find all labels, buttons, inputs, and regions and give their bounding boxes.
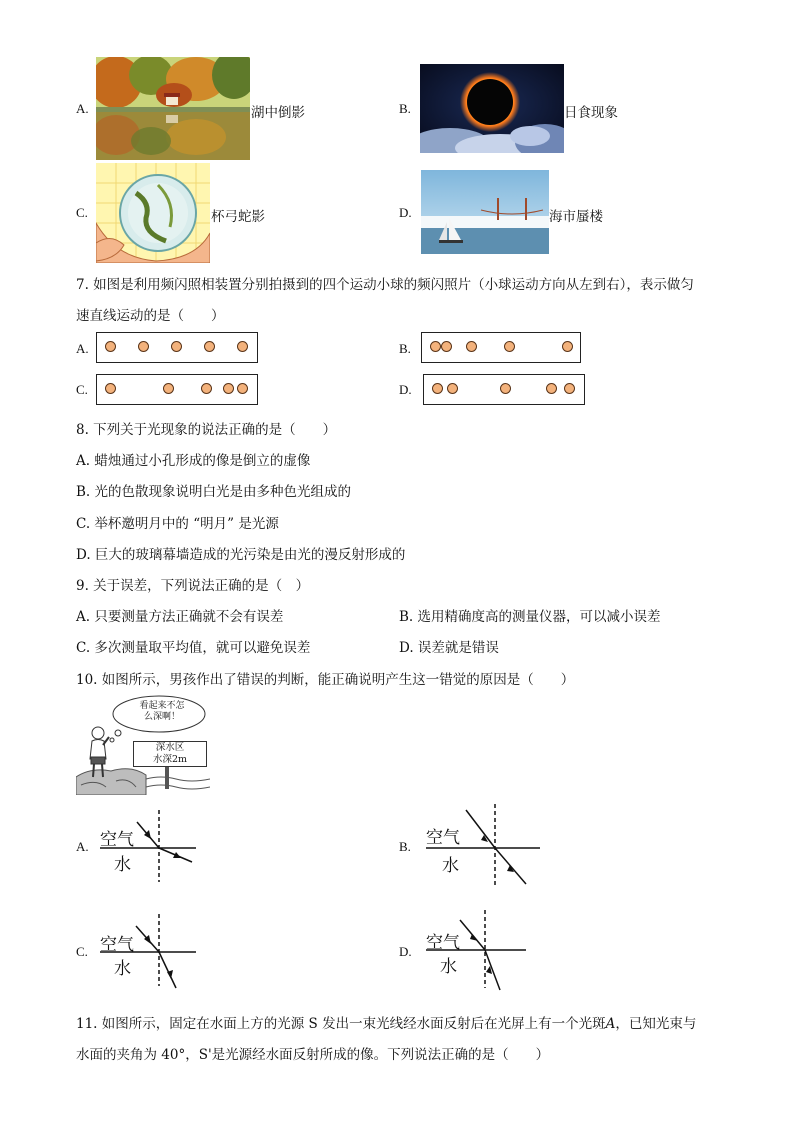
- strobe-ball: [562, 341, 573, 352]
- strobe-ball: [430, 341, 441, 352]
- strobe-ball: [201, 383, 212, 394]
- q10-option-c-refraction-diagram: [96, 912, 206, 992]
- q6-option-c-caption: 杯弓蛇影: [211, 209, 265, 225]
- q11-stem-line1-part1: 11. 如图所示，固定在水面上方的光源 S 发出一束光线经水面反射后在光屏上有一个光斑: [76, 1016, 606, 1032]
- q9-stem: 9. 关于误差，下列说法正确的是（ ）: [76, 578, 310, 594]
- q7-option-d-strobe-frame: [423, 374, 585, 405]
- strobe-ball: [105, 383, 116, 394]
- q10-option-d-refraction-diagram: [422, 908, 532, 994]
- thought-bubble-line2: 么深啊！: [143, 712, 180, 722]
- q8-option-b: B. 光的色散现象说明白光是由多种色光组成的: [76, 484, 352, 500]
- q10-option-a-letter: A.: [76, 839, 89, 854]
- q8-stem: 8. 下列关于光现象的说法正确的是（ ）: [76, 422, 337, 438]
- strobe-ball: [105, 341, 116, 352]
- q8-option-c: C. 举杯邀明月中的 “明月” 是光源: [76, 516, 279, 532]
- water-label: 水: [114, 855, 131, 875]
- q7-option-c-letter: C.: [76, 382, 88, 397]
- boy-at-pool-illustration: [76, 695, 210, 795]
- q11-stem-line1: [76, 1012, 696, 1032]
- strobe-ball: [163, 383, 174, 394]
- strobe-ball: [138, 341, 149, 352]
- deep-water-sign-line1: 深水区: [155, 742, 185, 753]
- q9-option-b: B. 选用精确度高的测量仪器，可以减小误差: [399, 609, 661, 625]
- q9-option-a: A. 只要测量方法正确就不会有误差: [76, 609, 284, 625]
- water-label: 水: [440, 957, 457, 977]
- q10-option-c-letter: C.: [76, 944, 88, 959]
- q6-option-d-letter: D.: [399, 205, 412, 220]
- strobe-ball: [237, 383, 248, 394]
- strobe-ball: [441, 341, 452, 352]
- bow-in-cup-illustration: [96, 163, 210, 263]
- air-label: 空气: [426, 828, 460, 848]
- strobe-ball: [237, 341, 248, 352]
- q7-stem-line2: 速直线运动的是（ ）: [76, 308, 225, 324]
- strobe-ball: [432, 383, 443, 394]
- thought-bubble-line1: 看起来不怎: [139, 701, 185, 711]
- q10-option-b-refraction-diagram: [422, 802, 542, 894]
- q8-option-d: D. 巨大的玻璃幕墙造成的光污染是由光的漫反射形成的: [76, 547, 406, 563]
- q6-option-c-letter: C.: [76, 205, 88, 220]
- q11-stem-line2: 水面的夹角为 40°，S'是光源经水面反射所成的像。下列说法正确的是（ ）: [76, 1047, 550, 1063]
- strobe-ball: [223, 383, 234, 394]
- strobe-ball: [204, 341, 215, 352]
- air-label: 空气: [426, 933, 460, 953]
- q9-option-d: D. 误差就是错误: [399, 640, 499, 656]
- strobe-ball: [500, 383, 511, 394]
- air-label: 空气: [100, 830, 134, 850]
- deep-water-sign-line2: 水深2m: [152, 754, 188, 765]
- q6-option-a-caption: 湖中倒影: [251, 105, 305, 121]
- q6-option-b-letter: B.: [399, 101, 411, 116]
- water-label: 水: [114, 959, 131, 979]
- q10-option-d-letter: D.: [399, 944, 412, 959]
- q11-stem-line1-part2: ，已知光束与: [615, 1016, 697, 1032]
- water-label: 水: [442, 856, 459, 876]
- q9-option-c: C. 多次测量取平均值，就可以避免误差: [76, 640, 311, 656]
- q10-option-a-refraction-diagram: [96, 808, 206, 888]
- strobe-ball: [504, 341, 515, 352]
- solar-eclipse-photo: [420, 64, 564, 153]
- air-label: 空气: [100, 935, 134, 955]
- q7-option-b-letter: B.: [399, 341, 411, 356]
- strobe-ball: [466, 341, 477, 352]
- lake-reflection-photo: [96, 57, 250, 160]
- q7-stem-line1: 7. 如图是利用频闪照相装置分别拍摄到的四个运动小球的频闪照片（小球运动方向从左到右），表示做匀: [76, 277, 694, 293]
- strobe-ball: [171, 341, 182, 352]
- q7-option-a-letter: A.: [76, 341, 89, 356]
- q10-option-b-letter: B.: [399, 839, 411, 854]
- deep-water-sign: [133, 741, 207, 767]
- q6-option-d-caption: 海市蜃楼: [549, 209, 603, 225]
- q7-option-b-strobe-frame: [421, 332, 581, 363]
- mirage-photo: [421, 170, 549, 254]
- q8-option-a: A. 蜡烛通过小孔形成的像是倒立的虚像: [76, 453, 311, 469]
- strobe-ball: [546, 383, 557, 394]
- q6-option-b-caption: 日食现象: [564, 105, 618, 121]
- strobe-ball: [447, 383, 458, 394]
- q10-stem: 10. 如图所示，男孩作出了错误的判断，能正确说明产生这一错觉的原因是（ ）: [76, 672, 575, 688]
- q11-spot-variable: A: [605, 1016, 616, 1032]
- strobe-ball: [564, 383, 575, 394]
- q7-option-c-strobe-frame: [96, 374, 258, 405]
- q6-option-a-letter: A.: [76, 101, 89, 116]
- q7-option-a-strobe-frame: [96, 332, 258, 363]
- q7-option-d-letter: D.: [399, 382, 412, 397]
